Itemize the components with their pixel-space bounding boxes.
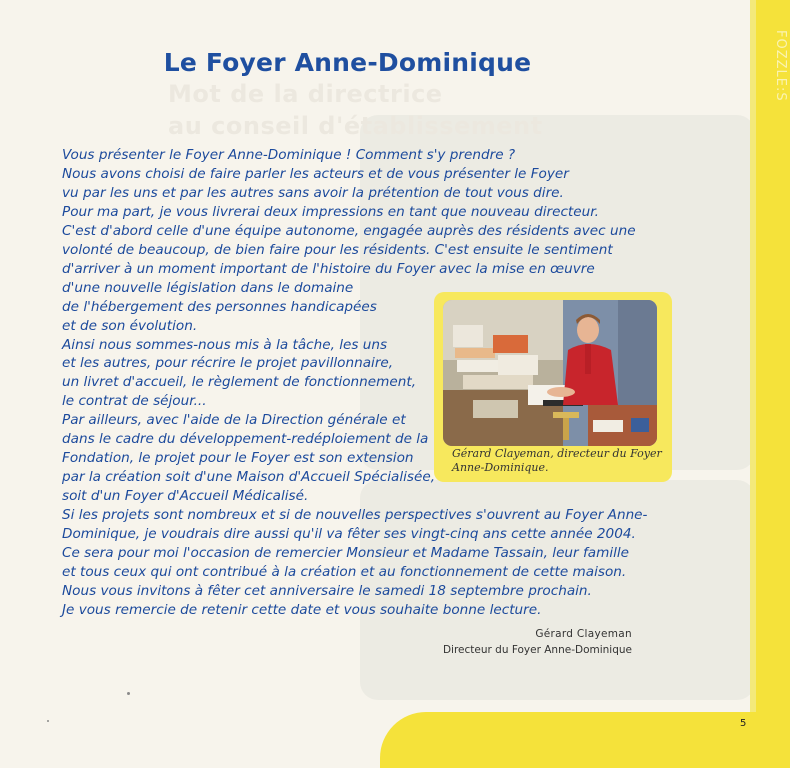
signature-role: Directeur du Foyer Anne-Dominique <box>442 644 632 656</box>
page-number: 5 <box>740 718 747 729</box>
side-label: FOZZLE:S <box>773 30 788 102</box>
body-line: et de son évolution. <box>62 317 198 334</box>
body-line: le contrat de séjour... <box>62 393 207 410</box>
body-line: un livret d'accueil, le règlement de fonctionnement, <box>62 374 417 391</box>
body-line: Par ailleurs, avec l'aide de la Direction générale et <box>62 412 406 429</box>
body-line: Si les projets sont nombreux et si de nouvelles perspectives s'ouvrent au Foyer Anne- <box>62 507 648 524</box>
body-line: C'est d'abord celle d'une équipe autonome, engagée auprès des résidents avec une <box>62 222 636 239</box>
body-line: Nous avons choisi de faire parler les acteurs et de vous présenter le Foyer <box>62 165 569 182</box>
director-photo <box>443 300 657 446</box>
body-line: et les autres, pour récrire le projet pavillonnaire, <box>62 355 394 372</box>
body-line: Ce sera pour moi l'occasion de remercier Monsieur et Madame Tassain, leur famille <box>62 545 630 562</box>
body-line: d'arriver à un moment important de l'histoire du Foyer avec la mise en œuvre <box>62 260 595 277</box>
body-line: Je vous remercie de retenir cette date et vous souhaite bonne lecture. <box>62 601 542 618</box>
signature-name: Gérard Clayeman <box>535 628 632 640</box>
body-line: volonté de beaucoup, de bien faire pour les résidents. C'est ensuite le sentiment <box>62 241 613 258</box>
speck <box>47 720 49 722</box>
body-line: d'une nouvelle législation dans le domaine <box>62 279 354 296</box>
body-line: de l'hébergement des personnes handicapées <box>62 298 377 315</box>
body-line: Ainsi nous sommes-nous mis à la tâche, les uns <box>62 336 388 353</box>
body-line: soit d'un Foyer d'Accueil Médicalisé. <box>62 488 309 505</box>
page-title: Le Foyer Anne-Dominique <box>163 48 532 77</box>
caption-line-1: Gérard Clayeman, directeur du Foyer <box>452 447 662 460</box>
body-line: et tous ceux qui ont contribué à la création et au fonctionnement de cette maison. <box>62 563 627 580</box>
body-line: Fondation, le projet pour le Foyer est son extension <box>62 450 414 467</box>
body-line: Dominique, je voudrais dire aussi qu'il va fêter ses vingt-cinq ans cette année 2004. <box>62 526 636 543</box>
show-through-title: Mot de la directrice au conseil d'établissement <box>168 80 543 140</box>
body-line: dans le cadre du développement-redéploiement de la <box>62 431 429 448</box>
body-line: Pour ma part, je vous livrerai deux impressions en tant que nouveau directeur. <box>62 203 599 220</box>
photo-caption <box>452 447 667 475</box>
bottom-yellow-bar <box>380 712 790 768</box>
speck <box>127 692 130 695</box>
caption-line-2: Anne-Dominique. <box>452 461 549 474</box>
body-line: par la création soit d'une Maison d'Accueil Spécialisée, <box>62 469 436 486</box>
body-line: vu par les uns et par les autres sans avoir la prétention de tout vous dire. <box>62 184 564 201</box>
right-yellow-edge <box>750 0 756 768</box>
body-line: Vous présenter le Foyer Anne-Dominique ! Comment s'y prendre ? <box>62 147 516 163</box>
body-line: Nous vous invitons à fêter cet anniversaire le samedi 18 septembre prochain. <box>62 582 592 599</box>
